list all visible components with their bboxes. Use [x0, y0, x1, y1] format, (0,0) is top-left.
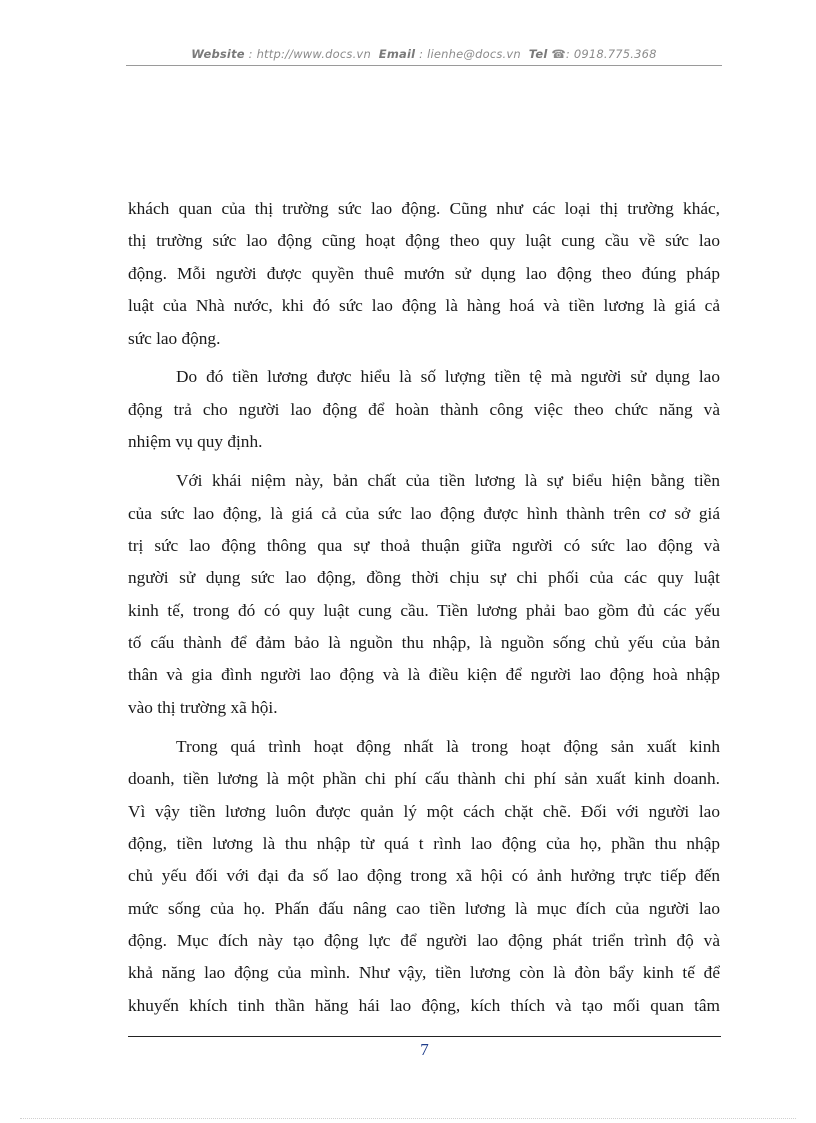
text-line: Do đó tiền lương được hiểu là số lượng tiền tệ mà người sử dụng lao: [176, 367, 720, 387]
website-label: Website: [191, 47, 245, 61]
text-line: động, tiền lương là thu nhập từ quá t rình lao động của họ, phần thu nhập: [128, 833, 720, 853]
page-header: [126, 47, 722, 61]
text-line: sức lao động.: [128, 328, 221, 348]
page-edge-divider: [20, 1118, 796, 1119]
text-line: khả năng lao động của mình. Như vậy, tiền lương còn là đòn bẩy kinh tế để: [128, 963, 720, 983]
paragraph-2: [128, 361, 720, 458]
text-line: của sức lao động, là giá cả của sức lao động được hình thành trên cơ sở giá: [128, 503, 720, 523]
phone-number: 0918.775.368: [573, 47, 657, 61]
text-line: luật của Nhà nước, khi đó sức lao động là hàng hoá và tiền lương là giá cả: [128, 296, 720, 316]
email-label: Email: [378, 47, 416, 61]
document-body: [128, 193, 720, 1022]
text-line: thân và gia đình người lao động và là điều kiện để người lao động hoà nhập: [128, 665, 720, 685]
email-address[interactable]: lienhe@docs.vn: [427, 47, 521, 61]
text-line: nhiệm vụ quy định.: [128, 432, 263, 452]
text-line: người sử dụng sức lao động, đồng thời chịu sự chi phối của các quy luật: [128, 568, 720, 588]
text-line: động. Mục đích này tạo động lực để người lao động phát triển trình độ và: [128, 931, 720, 951]
text-line: Trong quá trình hoạt động nhất là trong hoạt động sản xuất kinh: [176, 736, 720, 756]
text-line: động. Mỗi người được quyền thuê mướn sử dụng lao động theo đúng pháp: [128, 263, 720, 283]
phone-icon: ☎: [551, 47, 566, 61]
page-number: 7: [420, 1040, 429, 1059]
text-line: thị trường sức lao động cũng hoạt động theo quy luật cung cầu về sức lao: [128, 231, 720, 251]
text-line: kinh tế, trong đó có quy luật cung cầu. Tiền lương phải bao gồm đủ các yếu: [128, 600, 720, 620]
text-line: doanh, tiền lương là một phần chi phí cấu thành chi phí sản xuất kinh doanh.: [128, 769, 720, 789]
footer-divider: [128, 1036, 721, 1037]
website-url[interactable]: http://www.docs.vn: [256, 47, 371, 61]
text-line: chủ yếu đối với đại đa số lao động trong xã hội có ảnh hưởng trực tiếp đến: [128, 866, 720, 886]
paragraph-4: [128, 731, 720, 1023]
text-line: trị sức lao động thông qua sự thoả thuận giữa người có sức lao động và: [128, 535, 720, 555]
text-line: mức sống của họ. Phấn đấu nâng cao tiền lương là mục đích của người lao: [128, 898, 720, 918]
text-line: tố cấu thành để đảm bảo là nguồn thu nhập, là nguồn sống chủ yếu của bản: [128, 633, 720, 653]
paragraph-3: [128, 465, 720, 724]
text-line: khuyến khích tinh thần hăng hái lao động, kích thích và tạo mối quan tâm: [128, 995, 720, 1015]
paragraph-1: [128, 193, 720, 355]
email-separator: :: [415, 47, 428, 61]
website-separator: :: [244, 47, 257, 61]
text-line: động trả cho người lao động để hoàn thành công việc theo chức năng và: [128, 399, 720, 419]
tel-label: Tel: [528, 47, 548, 61]
header-divider: [126, 65, 722, 66]
text-line: Với khái niệm này, bản chất của tiền lương là sự biểu hiện bằng tiền: [176, 471, 720, 491]
text-line: khách quan của thị trường sức lao động. Cũng như các loại thị trường khác,: [128, 199, 720, 218]
tel-separator: :: [565, 47, 574, 61]
text-line: Vì vậy tiền lương luôn được quản lý một cách chặt chẽ. Đối với người lao: [128, 801, 720, 821]
text-line: vào thị trường xã hội.: [128, 697, 278, 717]
